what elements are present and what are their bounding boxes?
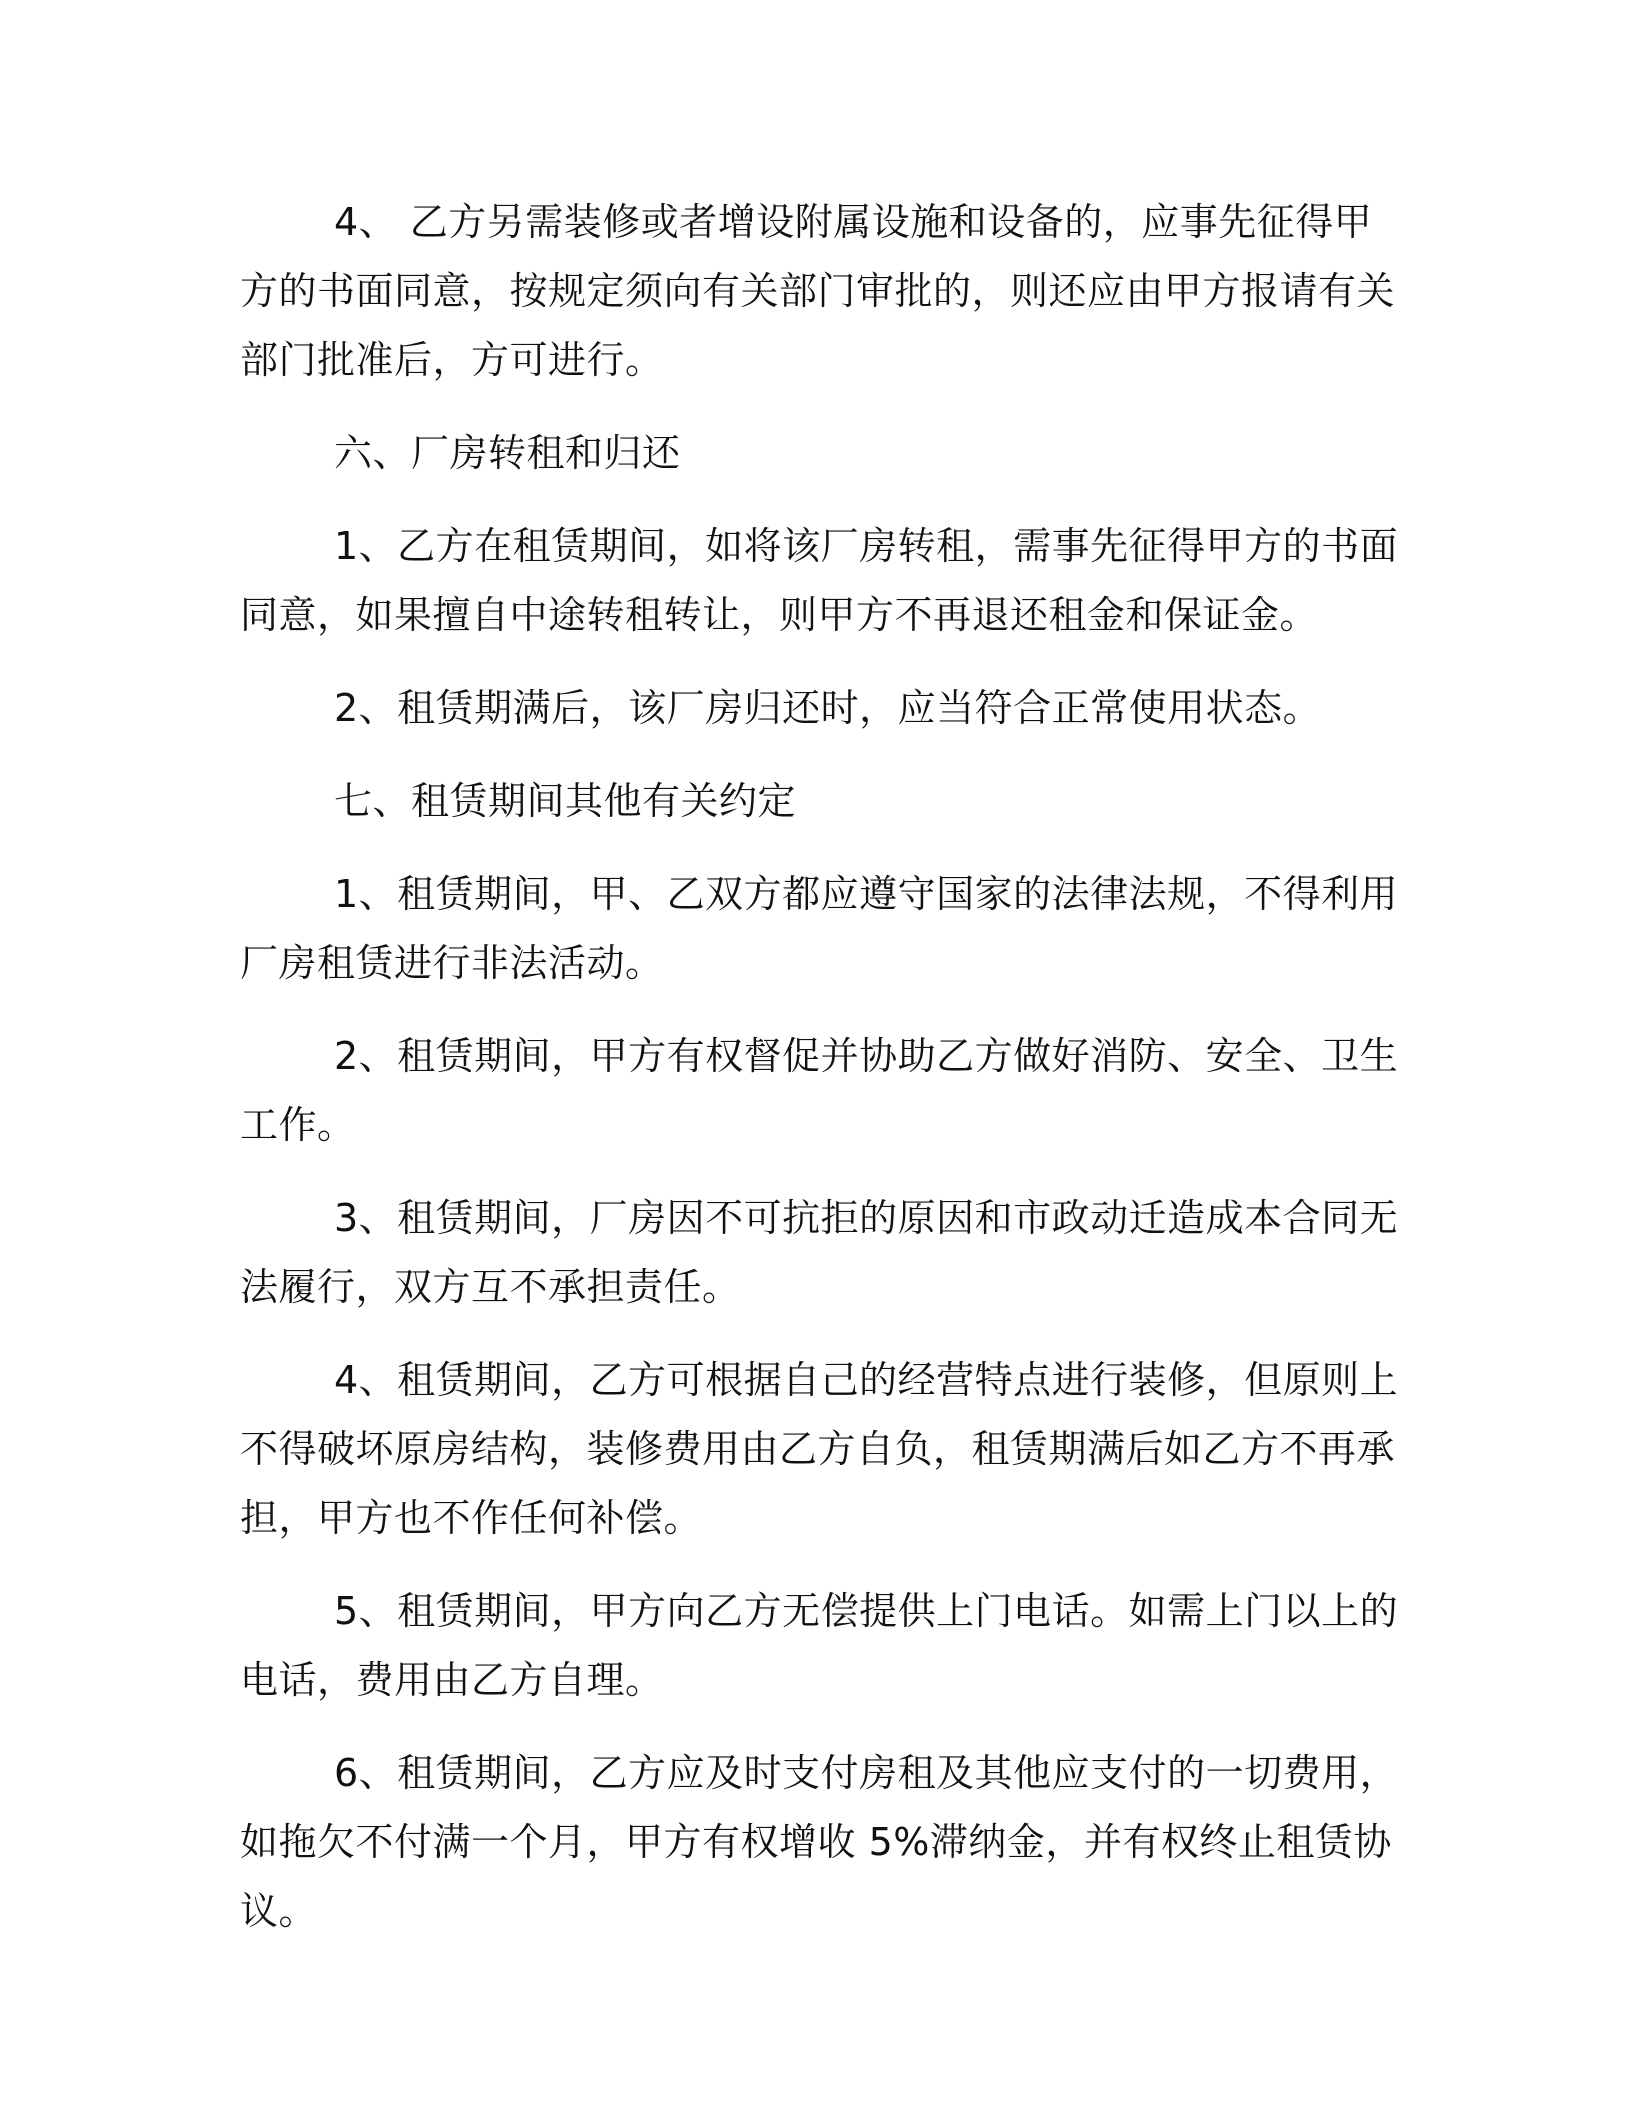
document-body (240, 188, 1410, 1970)
clause-7-1: 1、租赁期间，甲、乙双方都应遵守国家的法律法规，不得利用厂房租赁进行非法活动。 (240, 872, 1399, 985)
clause-6-2: 2、租赁期满后，该厂房归还时，应当符合正常使用状态。 (334, 686, 1322, 730)
clause-7-4: 4、租赁期间，乙方可根据自己的经营特点进行装修，但原则上不得破坏原房结构，装修费用由乙方自负，租赁期满后如乙方不再承担，甲方也不作任何补偿。 (240, 1358, 1399, 1540)
clause-7-3: 3、租赁期间，厂房因不可抗拒的原因和市政动迁造成本合同无法履行，双方互不承担责任。 (240, 1196, 1399, 1309)
clause-5-4: 4、 乙方另需装修或者增设附属设施和设备的，应事先征得甲方的书面同意，按规定须向有关部门审批的，则还应由甲方报请有关部门批准后，方可进行。 (240, 200, 1396, 382)
section-6-heading: 六、厂房转租和归还 (334, 431, 681, 475)
section-7-heading: 七、租赁期间其他有关约定 (334, 779, 797, 823)
clause-6-1: 1、乙方在租赁期间，如将该厂房转租，需事先征得甲方的书面同意，如果擅自中途转租转让，则甲方不再退还租金和保证金。 (240, 524, 1399, 637)
clause-7-2: 2、租赁期间，甲方有权督促并协助乙方做好消防、安全、卫生工作。 (240, 1034, 1399, 1147)
clause-7-6: 6、租赁期间，乙方应及时支付房租及其他应支付的一切费用，如拖欠不付满一个月，甲方有权增收 5%滞纳金，并有权终止租赁协议。 (240, 1751, 1399, 1933)
clause-7-5: 5、租赁期间，甲方向乙方无偿提供上门电话。如需上门以上的电话，费用由乙方自理。 (240, 1589, 1399, 1702)
